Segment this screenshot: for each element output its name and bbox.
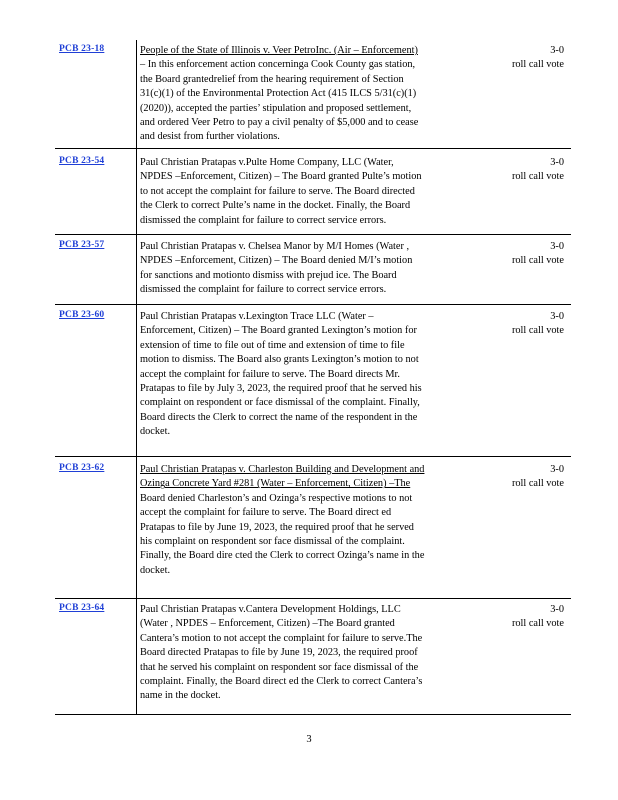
column-divider — [136, 40, 137, 714]
description-line: accept the complaint for failure to serve. The Board direct ed — [140, 507, 392, 519]
entry-description — [140, 463, 480, 578]
case-caption-line: Ozinga Concrete Yard #281 (Water – Enforcement, Citizen) –The — [140, 478, 411, 490]
description-line: Paul Christian Pratapas v.Pulte Home Company, LLC (Water, — [140, 157, 394, 168]
vote-count: 3-0 — [550, 604, 564, 615]
description-line: Enforcement, Citizen) – The Board granted Lexington’s motion for — [140, 325, 417, 337]
vote-result — [498, 310, 564, 339]
entry-description — [140, 44, 480, 145]
description-line: motion to dismiss. The Board also grants Lexington’s motion to not — [140, 354, 419, 366]
description-line: Board denied Charleston’s and Ozinga’s respective motions to not — [140, 492, 413, 504]
description-line: Board directed Pratapas to file by June 19, 2023, the required proof — [140, 647, 418, 659]
description-line: (Water , NPDES – Enforcement, Citizen) –The Board granted — [140, 618, 395, 630]
description-line: complaint on respondent or face dismissal of the complaint. Finally, — [140, 397, 420, 409]
case-number-link[interactable]: PCB 23-64 — [59, 603, 105, 613]
description-line: (2020)), accepted the parties’ stipulation and proposed settlement, — [140, 102, 412, 114]
case-caption-line: People of the State of Illinois v. Veer PetroInc. (Air – Enforcement) — [140, 45, 418, 56]
description-line: his complaint on respondent sor face dismissal of the complaint. — [140, 536, 405, 548]
row-separator — [55, 304, 571, 305]
vote-result — [498, 156, 564, 185]
case-number-link[interactable]: PCB 23-57 — [59, 240, 105, 250]
vote-type: roll call vote — [511, 325, 564, 337]
description-line: for sanctions and motionto dismiss with prejud ice. The Board — [140, 269, 397, 281]
description-line: Board directs the Clerk to correct the name of the respondent in the — [140, 411, 418, 423]
description-line: and desist from further violations. — [140, 131, 280, 143]
vote-type: roll call vote — [511, 255, 564, 267]
vote-count: 3-0 — [550, 157, 564, 168]
description-line: that he served his complaint on respondent sor face dismissal of the — [140, 661, 419, 673]
description-line: Pratapas to file by July 3, 2023, the required proof that he served his — [140, 383, 422, 395]
row-separator — [55, 456, 571, 457]
entry-description — [140, 310, 480, 440]
entry-description — [140, 156, 480, 228]
entry-description — [140, 603, 480, 704]
row-separator — [55, 234, 571, 235]
description-line: the Clerk to correct Pulte’s name in the docket. Finally, the Board — [140, 200, 411, 212]
description-line: Paul Christian Pratapas v.Lexington Trace LLC (Water – — [140, 311, 374, 322]
vote-result — [498, 603, 564, 632]
vote-type: roll call vote — [511, 59, 564, 71]
vote-count: 3-0 — [550, 311, 564, 322]
description-line: name in the docket. — [140, 690, 221, 702]
description-line: extension of time to file out of time and extension of time to file — [140, 339, 405, 351]
case-number-link[interactable]: PCB 23-18 — [59, 44, 105, 54]
row-separator — [55, 598, 571, 599]
vote-result — [498, 240, 564, 269]
vote-type: roll call vote — [511, 618, 564, 630]
description-line: Cantera’s motion to not accept the complaint for failure to serve.The — [140, 632, 423, 644]
page-number: 3 — [306, 734, 312, 745]
description-line: docket. — [140, 426, 171, 438]
case-number-link[interactable]: PCB 23-54 — [59, 156, 105, 166]
vote-type: roll call vote — [511, 478, 564, 490]
vote-count: 3-0 — [550, 464, 564, 475]
description-line: – In this enforcement action concerninga Cook County gas station, — [140, 59, 416, 71]
description-line: and ordered Veer Petro to pay a civil penalty of $5,000 and to cease — [140, 117, 419, 129]
case-number-link[interactable]: PCB 23-60 — [59, 310, 105, 320]
description-line: accept the complaint for failure to serve. The Board directs Mr. — [140, 368, 400, 380]
description-line: 31(c)(1) of the Environmental Protection Act (415 ILCS 5/31(c)(1) — [140, 88, 417, 100]
description-line: Pratapas to file by June 19, 2023, the required proof that he served — [140, 521, 414, 533]
row-separator — [55, 148, 571, 149]
case-caption-line: Paul Christian Pratapas v. Charleston Building and Development and — [140, 464, 425, 475]
vote-result — [498, 44, 564, 73]
description-line: Paul Christian Pratapas v. Chelsea Manor by M/I Homes (Water , — [140, 241, 410, 252]
case-number-link[interactable]: PCB 23-62 — [59, 463, 105, 473]
description-line: Finally, the Board dire cted the Clerk to correct Ozinga’s name in the — [140, 550, 425, 562]
vote-count: 3-0 — [550, 45, 564, 56]
description-line: dismissed the complaint for failure to correct service errors. — [140, 284, 387, 296]
vote-count: 3-0 — [550, 241, 564, 252]
description-line: dismissed the complaint for failure to correct service errors. — [140, 214, 387, 226]
description-line: Paul Christian Pratapas v.Cantera Development Holdings, LLC — [140, 604, 401, 615]
entry-description — [140, 240, 480, 298]
description-line: NPDES –Enforcement, Citizen) – The Board denied M/I’s motion — [140, 255, 413, 267]
description-line: complaint. Finally, the Board direct ed the Clerk to correct Cantera’s — [140, 676, 423, 688]
vote-type: roll call vote — [511, 171, 564, 183]
vote-result — [498, 463, 564, 492]
description-line: the Board grantedrelief from the hearing requirement of Section — [140, 73, 404, 85]
description-line: docket. — [140, 564, 171, 576]
table-bottom-rule — [55, 714, 571, 715]
description-line: to not accept the complaint for failure to serve. The Board directed — [140, 185, 415, 197]
description-line: NPDES –Enforcement, Citizen) – The Board granted Pulte’s motion — [140, 171, 422, 183]
